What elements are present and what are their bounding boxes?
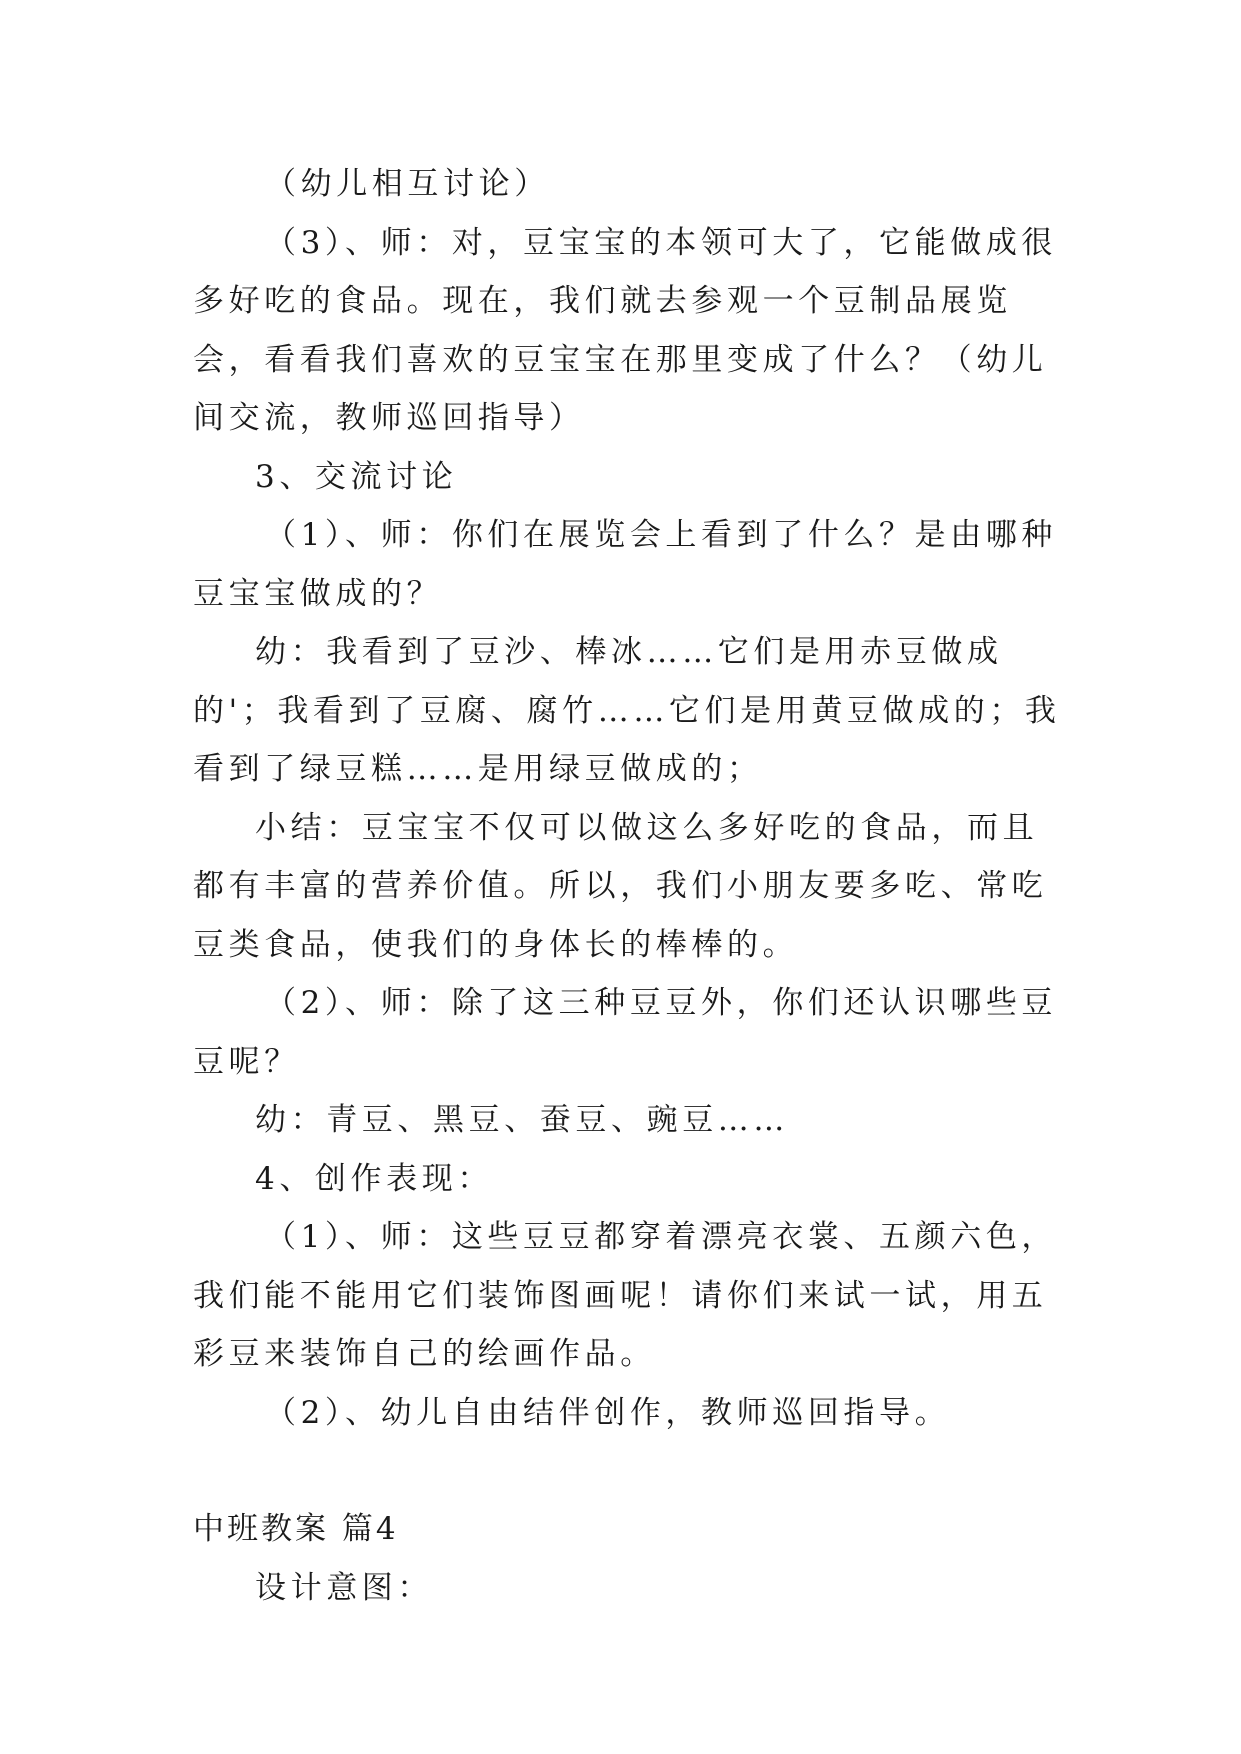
paragraph-step-4: 4、创作表现： <box>255 1160 493 1197</box>
paragraph-teacher-2: （2）、师：除了这三种豆豆外，你们还认识哪些豆豆呢？ <box>193 985 1058 1080</box>
paragraph-creation-1: （1）、师：这些豆豆都穿着漂亮衣裳、五颜六色，我们能不能用它们装饰图画呢！请你们来试一试，用五彩豆来装饰自己的绘画作品。 <box>193 1219 1058 1372</box>
document-body <box>193 155 1063 1617</box>
paragraph-teacher-1: （1）、师：你们在展览会上看到了什么？是由哪种豆宝宝做成的？ <box>193 517 1058 612</box>
paragraph-child-beans: 幼：青豆、黑豆、蚕豆、豌豆…… <box>255 1102 789 1138</box>
paragraph-step-3: 3、交流讨论 <box>255 458 458 495</box>
paragraph-summary: 小结：豆宝宝不仅可以做这么多好吃的食品，而且都有丰富的营养价值。所以，我们小朋友要多吃、常吃豆类食品，使我们的身体长的棒棒的。 <box>193 809 1048 963</box>
section-gap <box>193 1442 1063 1500</box>
paragraph-creation-2: （2）、幼儿自由结伴创作，教师巡回指导。 <box>265 1394 951 1431</box>
paragraph-child-answer: 幼：我看到了豆沙、棒冰……它们是用赤豆做成的'；我看到了豆腐、腐竹……它们是用黄豆做成的；我看到了绿豆糕……是用绿豆做成的； <box>193 634 1061 787</box>
section-heading: 中班教案 篇4 <box>193 1511 399 1547</box>
paragraph-discussion: （幼儿相互讨论） <box>265 166 550 202</box>
paragraph-teacher-3: （3）、师：对，豆宝宝的本领可大了，它能做成很多好吃的食品。现在，我们就去参观一个豆制品展览会，看看我们喜欢的豆宝宝在那里变成了什么？（幼儿间交流，教师巡回指导） <box>193 224 1058 436</box>
paragraph-design-intent: 设计意图： <box>255 1569 433 1606</box>
